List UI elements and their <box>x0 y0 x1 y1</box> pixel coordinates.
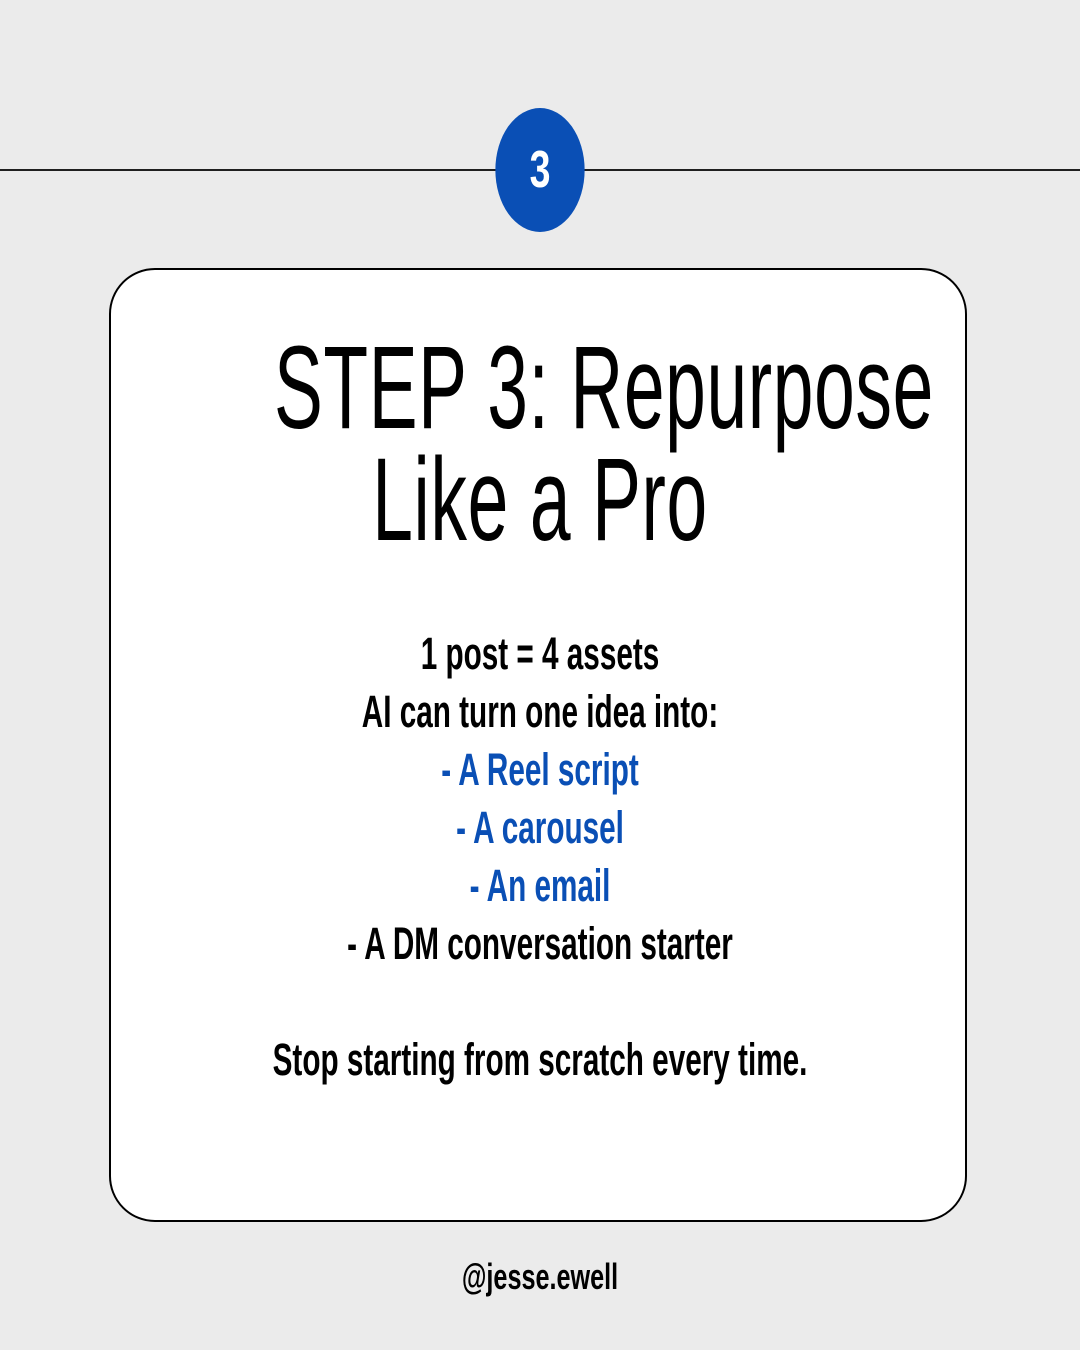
body-line-intro: AI can turn one idea into: <box>361 686 719 737</box>
step-number: 3 <box>529 141 551 199</box>
card-body <box>111 625 969 1089</box>
content-card <box>109 268 967 1222</box>
card-title <box>274 322 934 566</box>
step-number-badge <box>495 108 584 232</box>
author-handle: @jesse.ewell <box>461 1256 619 1297</box>
list-item-reel-script: - A Reel script <box>441 744 639 795</box>
list-item-email: - An email <box>469 860 611 911</box>
card-title-line-1: STEP 3: Repurpose <box>274 322 934 454</box>
card-title-line-2: Like a Pro <box>372 434 708 566</box>
body-line-assets: 1 post = 4 assets <box>420 628 660 679</box>
list-item-dm-starter: - A DM conversation starter <box>347 918 733 969</box>
list-item-carousel: - A carousel <box>456 802 624 853</box>
closing-line: Stop starting from scratch every time. <box>272 1034 808 1085</box>
